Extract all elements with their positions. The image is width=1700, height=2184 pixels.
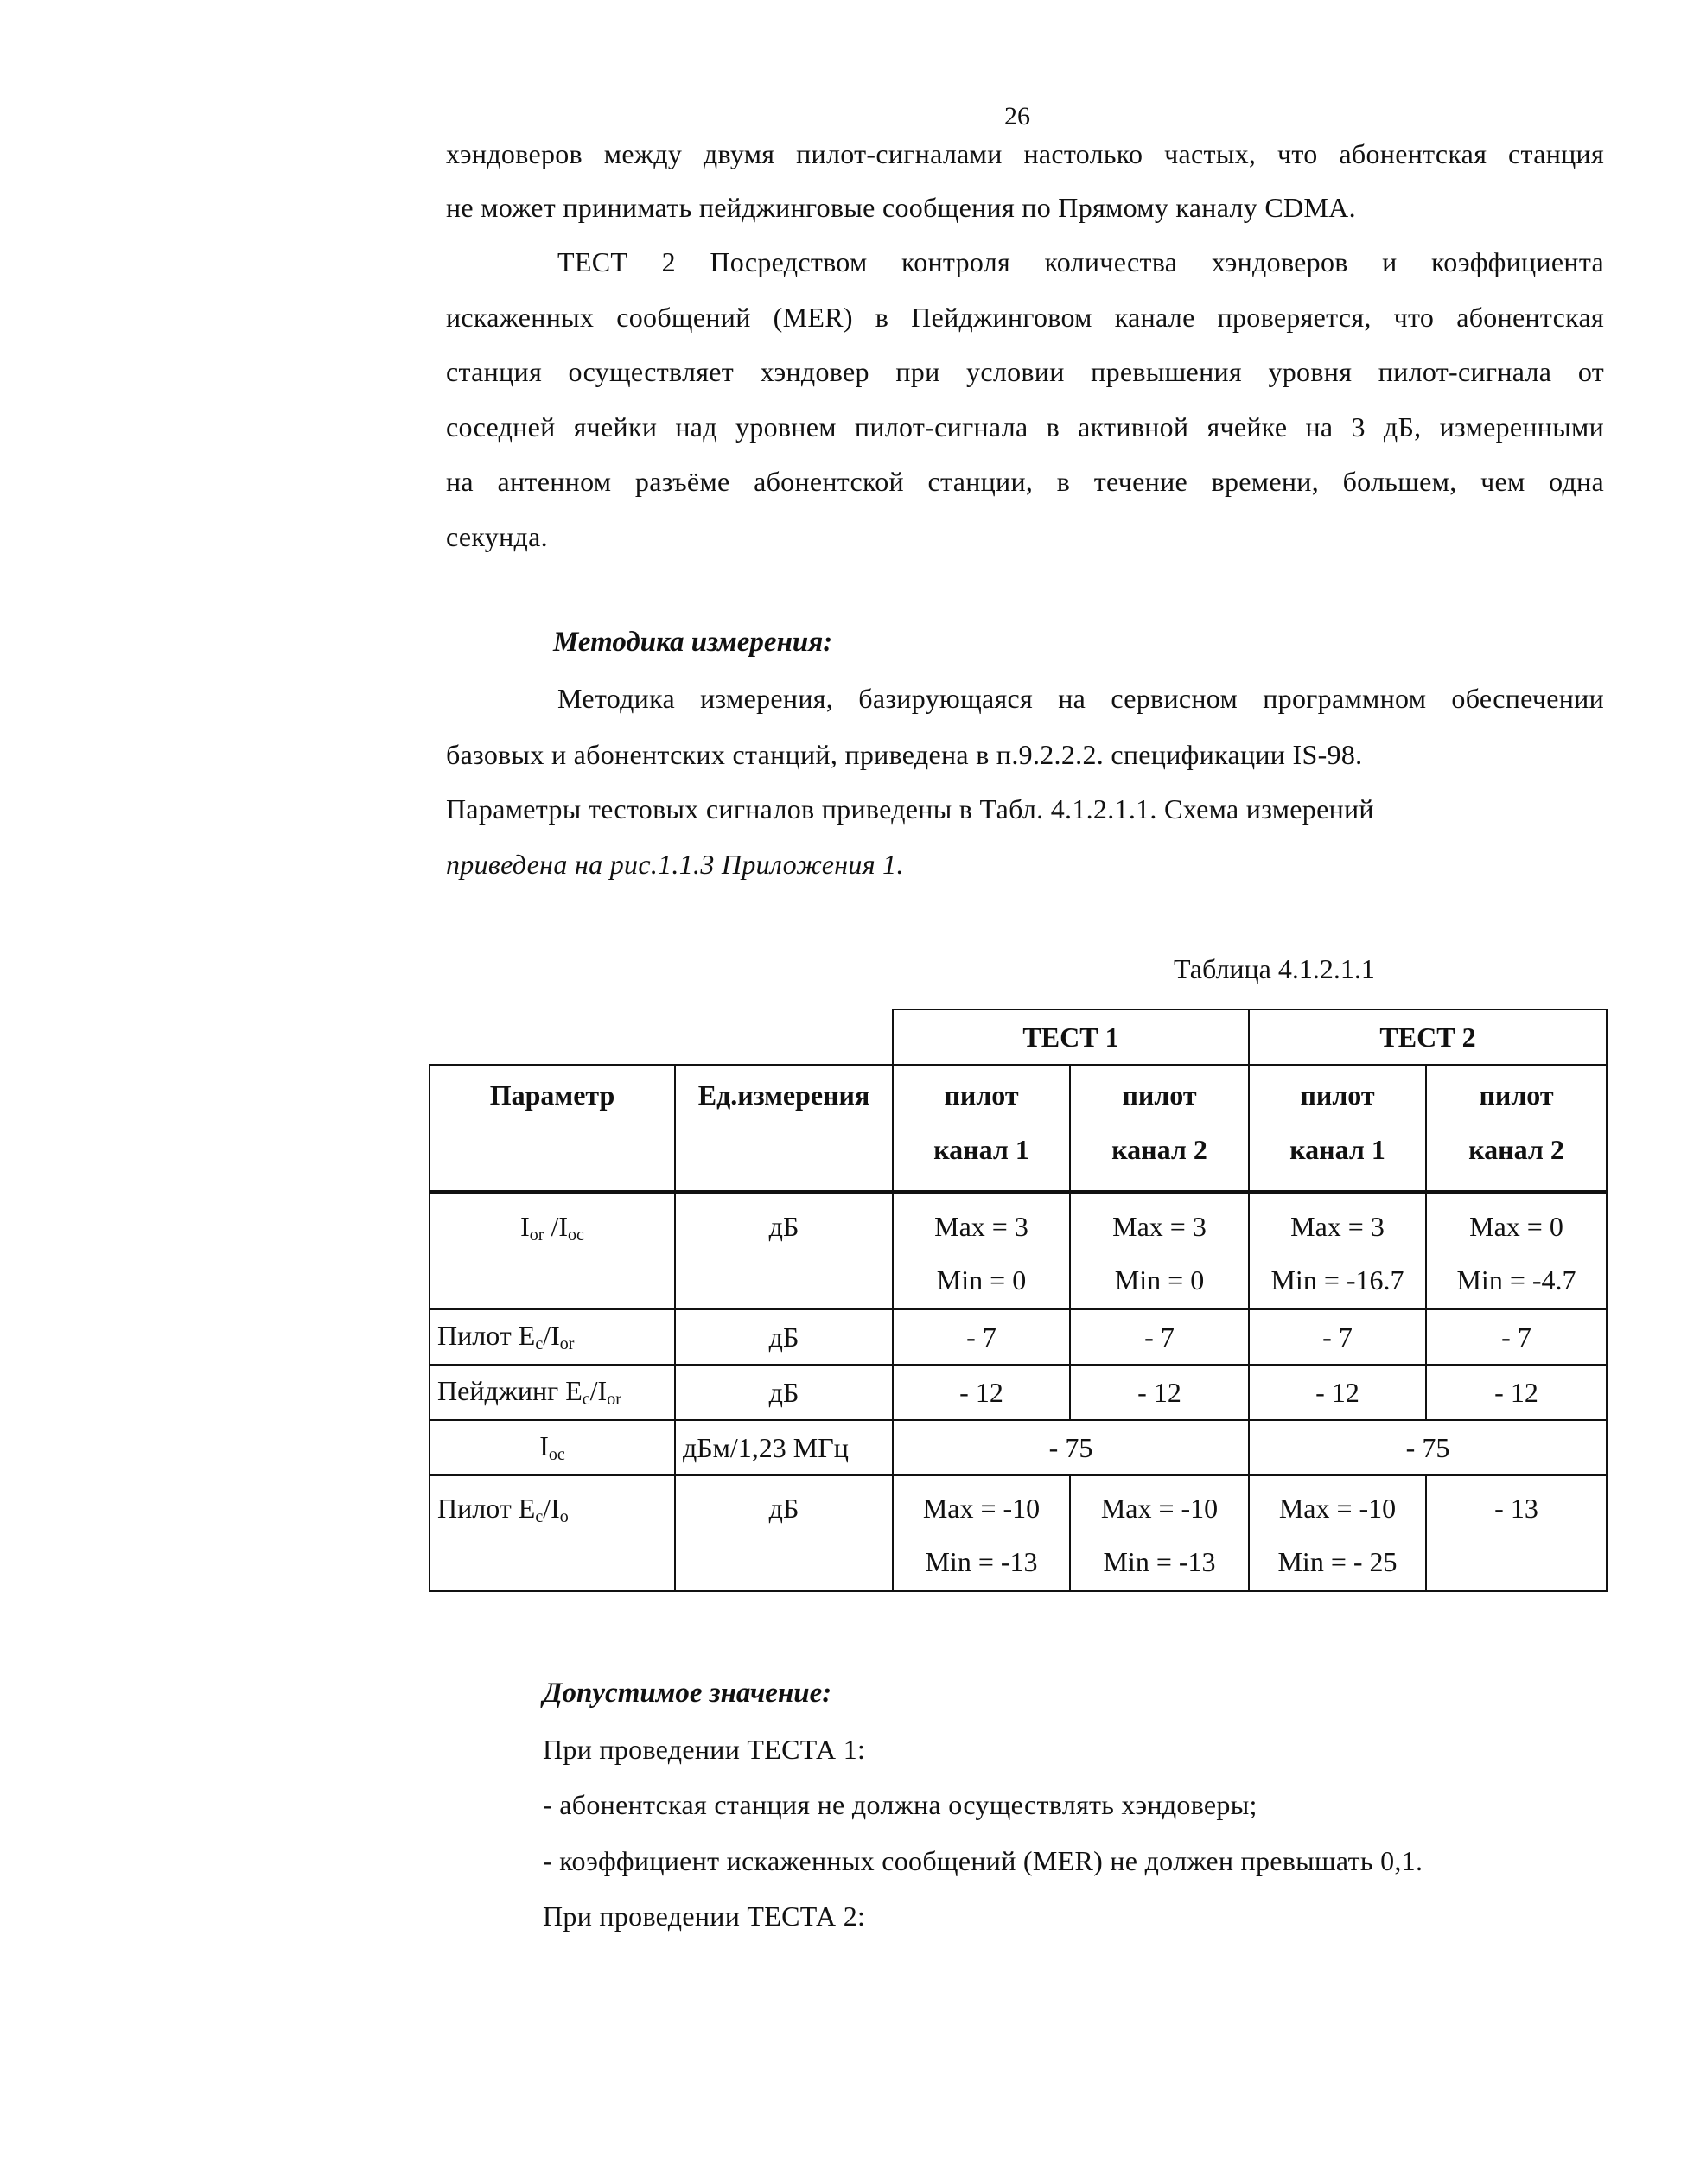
value-cell-test2: - 75 (1249, 1420, 1607, 1475)
parameters-table (429, 1009, 1608, 1592)
test2-header: ТЕСТ 2 (1249, 1009, 1607, 1065)
value-cell: Max = -10 Min = -13 (893, 1475, 1070, 1591)
page-number: 26 (1004, 102, 1030, 131)
empty-cell (675, 1009, 893, 1065)
col-header-test2-ch1 (1249, 1065, 1426, 1193)
value-cell: - 12 (1426, 1365, 1607, 1420)
unit-cell: дБ (675, 1193, 893, 1310)
value-cell-test1: - 75 (893, 1420, 1249, 1475)
col-header-pilot-label: пилот (1479, 1079, 1554, 1111)
value-cell: - 7 (1249, 1309, 1426, 1365)
value-cell: Max = 0 Min = -4.7 (1426, 1193, 1607, 1310)
table-row-paging-ec-ior (430, 1365, 1607, 1420)
col-header-test1-ch1 (893, 1065, 1070, 1193)
col-header-channel-label: канал 1 (933, 1134, 1029, 1165)
allowed-test2-intro: При проведении ТЕСТА 2: (543, 1901, 866, 1932)
test2-line-4: соседней ячейки над уровнем пилот-сигнала в активной ячейке на 3 дБ, измеренными (446, 411, 1604, 443)
value-cell: Max = 3 Min = 0 (1070, 1193, 1249, 1310)
value-cell: - 7 (1426, 1309, 1607, 1365)
test2-line-5: на антенном разъёме абонентской станции, в течение времени, большем, чем одна (446, 466, 1604, 497)
col-header-channel-label: канал 2 (1111, 1134, 1207, 1165)
unit-cell: дБ (675, 1309, 893, 1365)
table-caption: Таблица 4.1.2.1.1 (1174, 953, 1375, 984)
test2-line-2: искаженных сообщений (MER) в Пейджинговом канале проверяется, что абонентская (446, 302, 1604, 333)
empty-cell (430, 1009, 675, 1065)
method-line-3: Параметры тестовых сигналов приведены в Табл. 4.1.2.1.1. Схема измерений (446, 793, 1374, 825)
col-header-unit: Ед.измерения (675, 1065, 893, 1193)
value-cell: - 13 (1426, 1475, 1607, 1591)
test2-line-3: станция осуществляет хэндовер при условии превышения уровня пилот-сигнала от (446, 356, 1604, 387)
value-cell: - 7 (1070, 1309, 1249, 1365)
col-header-test2-ch2 (1426, 1065, 1607, 1193)
unit-cell: дБм/1,23 МГц (675, 1420, 893, 1475)
allowed-heading: Допустимое значение: (543, 1678, 832, 1709)
table-row-ioc (430, 1420, 1607, 1475)
table-row-pilot-ec-ior (430, 1309, 1607, 1365)
value-cell: Max = -10 Min = - 25 (1249, 1475, 1426, 1591)
value-cell: Max = -10 Min = -13 (1070, 1475, 1249, 1591)
unit-cell: дБ (675, 1365, 893, 1420)
value-cell: - 12 (1070, 1365, 1249, 1420)
value-cell: - 7 (893, 1309, 1070, 1365)
param-name-cell: Пейджинг $E_c/I_{or}$ (430, 1365, 675, 1420)
test2-line-6: секунда. (446, 521, 548, 552)
col-header-channel-label: канал 1 (1289, 1134, 1385, 1165)
table-row-ior-ioc (430, 1193, 1607, 1310)
col-header-pilot-label: пилот (1122, 1079, 1197, 1111)
allowed-item-1: - абонентская станция не должна осуществлять хэндоверы; (543, 1789, 1257, 1820)
test1-header: ТЕСТ 1 (893, 1009, 1249, 1065)
param-name-cell: Пилот $E_c/I_o$ (430, 1475, 675, 1591)
value-cell: Max = 3 Min = 0 (893, 1193, 1070, 1310)
allowed-item-2: - коэффициент искаженных сообщений (MER) не должен превышать 0,1. (543, 1845, 1423, 1876)
table-row-pilot-ec-io (430, 1475, 1607, 1591)
intro-line-1: хэндоверов между двумя пилот-сигналами настолько частых, что абонентская станция (446, 138, 1604, 169)
param-name-cell: Пилот $E_c/I_{or}$ (430, 1309, 675, 1365)
table-column-header-row (430, 1065, 1607, 1193)
method-line-4: приведена на рис.1.1.3 Приложения 1. (446, 849, 904, 880)
col-header-pilot-label: пилот (944, 1079, 1019, 1111)
intro-line-2: не может принимать пейджинговые сообщения по Прямому каналу CDMA. (446, 192, 1356, 223)
method-line-2: базовых и абонентских станций, приведена в п.9.2.2.2. спецификации IS-98. (446, 739, 1363, 770)
value-cell: - 12 (1249, 1365, 1426, 1420)
col-header-pilot-label: пилот (1300, 1079, 1375, 1111)
value-cell: - 12 (893, 1365, 1070, 1420)
param-name-cell: $I_{oc}$ (430, 1420, 675, 1475)
value-cell: Max = 3 Min = -16.7 (1249, 1193, 1426, 1310)
test2-line-1: ТЕСТ 2 Посредством контроля количества хэндоверов и коэффициента (557, 246, 1604, 277)
col-header-test1-ch2 (1070, 1065, 1249, 1193)
unit-cell: дБ (675, 1475, 893, 1591)
table-test-header-row (430, 1009, 1607, 1065)
allowed-test1-intro: При проведении ТЕСТА 1: (543, 1734, 866, 1765)
method-heading: Методика измерения: (553, 627, 833, 658)
param-name-cell: $I_{or}$ $/I_{oc}$ (430, 1193, 675, 1310)
col-header-channel-label: канал 2 (1468, 1134, 1564, 1165)
method-line-1: Методика измерения, базирующаяся на сервисном программном обеспечении (557, 683, 1604, 714)
col-header-parameter: Параметр (430, 1065, 675, 1193)
